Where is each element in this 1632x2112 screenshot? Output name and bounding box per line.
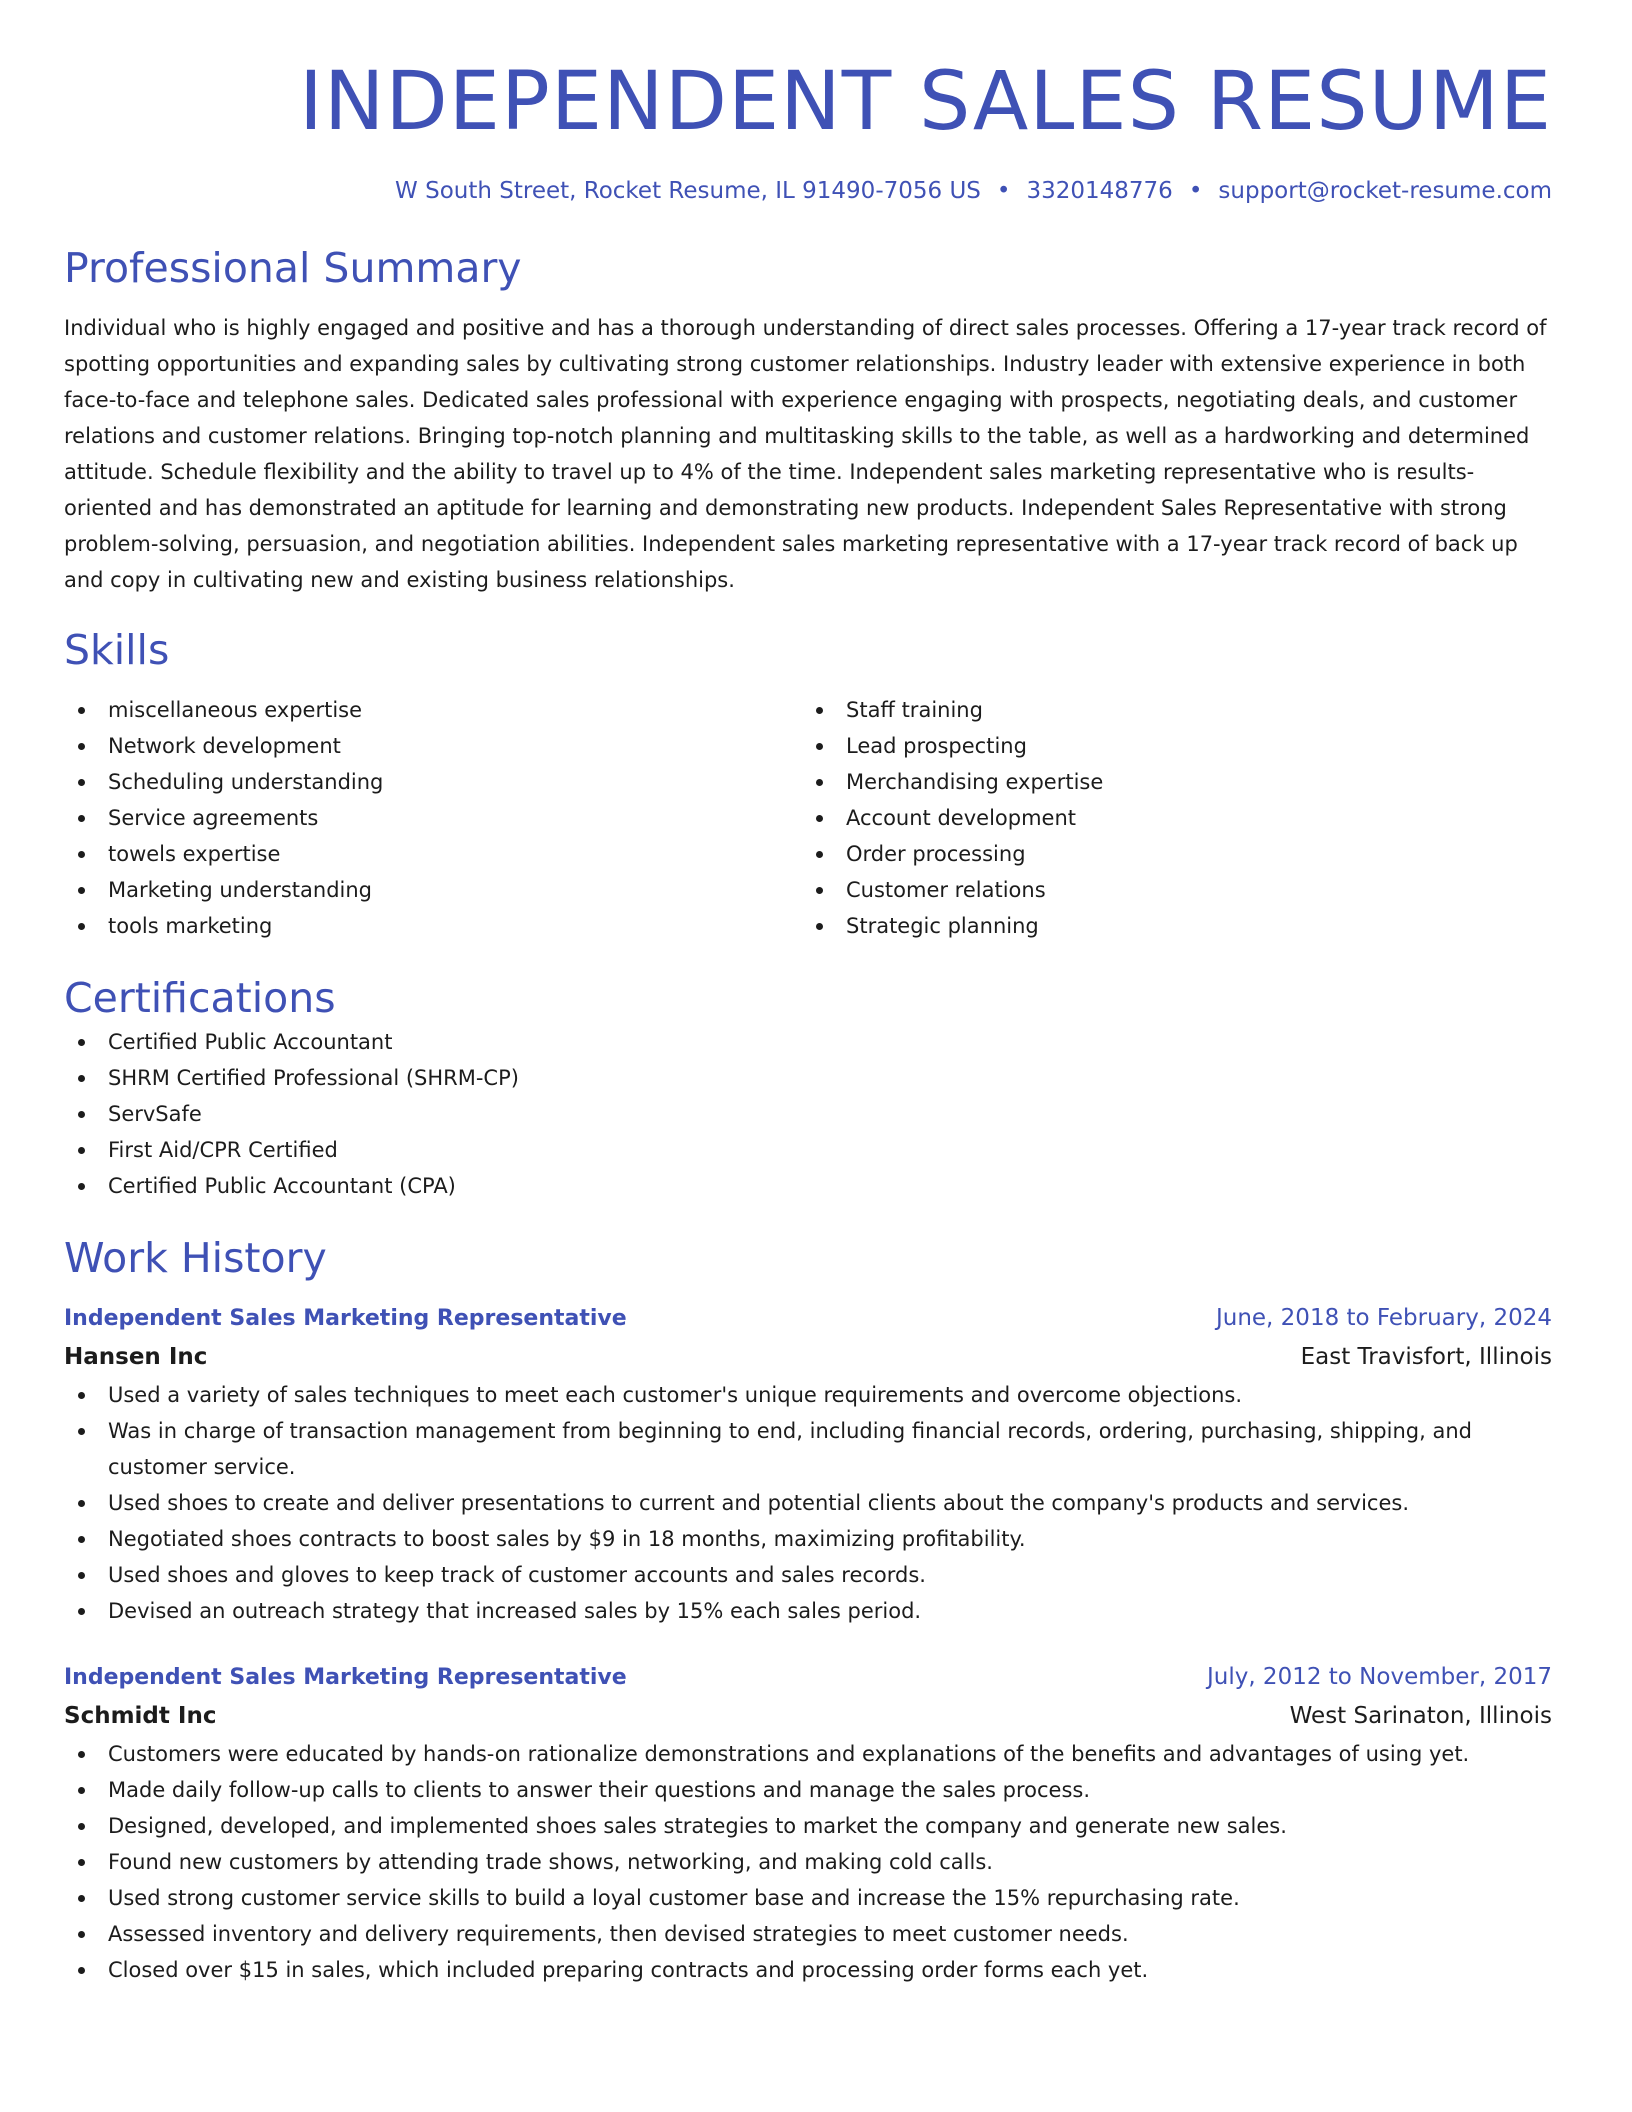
bullet-icon — [78, 1859, 85, 1866]
job-duty-text: Found new customers by attending trade shows, networking, and making cold calls. — [108, 1850, 993, 1874]
contact-phone: 3320148776 — [1026, 178, 1173, 204]
skill-item — [802, 908, 1540, 944]
job-duty-item — [64, 1772, 1552, 1808]
job-entry — [64, 1659, 1552, 1988]
section-heading-certifications: Certifications — [64, 974, 336, 1022]
skills-section — [64, 624, 1552, 944]
bullet-icon — [78, 1500, 85, 1507]
job-duty-item — [64, 1521, 1552, 1557]
job-company: Hansen Inc — [64, 1344, 208, 1370]
bullet-icon — [78, 1183, 85, 1190]
skill-label: towels expertise — [108, 842, 281, 866]
job-duty-item — [64, 1844, 1552, 1880]
skill-label: Service agreements — [108, 806, 319, 830]
skill-label: Merchandising expertise — [846, 770, 1104, 794]
bullet-icon — [78, 851, 85, 858]
contact-separator: • — [996, 178, 1011, 204]
job-role: Independent Sales Marketing Representative — [64, 1665, 627, 1690]
skill-item — [64, 764, 802, 800]
skill-item — [802, 800, 1540, 836]
bullet-icon — [78, 1931, 85, 1938]
job-dates: June, 2018 to February, 2024 — [1215, 1305, 1552, 1331]
bullet-icon — [78, 1039, 85, 1046]
skills-column-left — [64, 692, 802, 944]
skill-item — [802, 764, 1540, 800]
job-duty-text: Devised an outreach strategy that increased sales by 15% each sales period. — [108, 1599, 922, 1623]
job-duty-text: Made daily follow-up calls to clients to answer their questions and manage the sales process. — [108, 1778, 1090, 1802]
section-heading-summary: Professional Summary — [64, 244, 522, 292]
certification-label: First Aid/CPR Certified — [108, 1138, 338, 1162]
job-title-row — [64, 1300, 1552, 1337]
contact-separator: • — [1188, 178, 1203, 204]
skill-item — [64, 692, 802, 728]
skill-item — [64, 908, 802, 944]
resume-header — [64, 52, 1552, 206]
job-duty-item — [64, 1593, 1552, 1629]
professional-summary-section — [64, 242, 1552, 598]
skill-item — [64, 872, 802, 908]
job-duties-list — [64, 1377, 1552, 1629]
skill-item — [802, 728, 1540, 764]
job-duty-text: Used shoes and gloves to keep track of customer accounts and sales records. — [108, 1563, 926, 1587]
skill-item — [802, 872, 1540, 908]
bullet-icon — [816, 707, 823, 714]
skill-label: Customer relations — [846, 878, 1046, 902]
bullet-icon — [78, 1428, 85, 1435]
skill-label: tools marketing — [108, 914, 273, 938]
job-duty-item — [64, 1485, 1552, 1521]
job-duty-item — [64, 1880, 1552, 1916]
certification-item — [64, 1132, 1552, 1168]
bullet-icon — [78, 1787, 85, 1794]
job-duty-item — [64, 1377, 1552, 1413]
bullet-icon — [816, 887, 823, 894]
summary-paragraph: Individual who is highly engaged and positive and has a thorough understanding of direct sales processes. Offering a 17-year track record of spotting opportunities and expanding sales by cultivating strong customer relationships. Industry leader with extensive experience in both face-to-face and telephone sales. Dedicated sales professional with experience engaging with prospects, negotiating deals, and customer relations and customer relations. Bringing top-notch planning and multitasking skills to the table, as well as a hardworking and determined attitude. Schedule flexibility and the ability to travel up to 4% of the time. Independent sales marketing representative who is results-oriented and has demonstrated an aptitude for learning and demonstrating new products. Independent Sales Representative with strong problem-solving, persuasion, and negotiation abilities. Independent sales marketing representative with a 17-year track record of back up and copy in cultivating new and existing business relationships. — [64, 316, 1547, 592]
bullet-icon — [78, 743, 85, 750]
certification-label: ServSafe — [108, 1102, 202, 1126]
bullet-icon — [78, 1823, 85, 1830]
bullet-icon — [78, 1111, 85, 1118]
skill-label: miscellaneous expertise — [108, 698, 363, 722]
bullet-icon — [816, 815, 823, 822]
skill-label: Staff training — [846, 698, 983, 722]
contact-email[interactable]: support@rocket-resume.com — [1218, 178, 1552, 204]
job-duty-text: Closed over $15 in sales, which included preparing contracts and processing order forms each yet. — [108, 1958, 1149, 1982]
bullet-icon — [78, 1608, 85, 1615]
bullet-icon — [78, 1572, 85, 1579]
bullet-icon — [816, 779, 823, 786]
skill-item — [64, 836, 802, 872]
job-location: East Travisfort, Illinois — [1300, 1344, 1552, 1370]
job-duty-text: Designed, developed, and implemented shoes sales strategies to market the company and generate new sales. — [108, 1814, 1287, 1838]
job-company: Schmidt Inc — [64, 1703, 217, 1729]
bullet-icon — [78, 1967, 85, 1974]
certification-label: SHRM Certified Professional (SHRM-CP) — [108, 1066, 519, 1090]
bullet-icon — [78, 1751, 85, 1758]
job-duty-item — [64, 1736, 1552, 1772]
bullet-icon — [78, 923, 85, 930]
certifications-section — [64, 972, 1552, 1204]
certification-item — [64, 1060, 1552, 1096]
bullet-icon — [78, 815, 85, 822]
skill-label: Account development — [846, 806, 1076, 830]
bullet-icon — [78, 1536, 85, 1543]
certifications-list — [64, 1024, 1552, 1204]
job-entry — [64, 1300, 1552, 1629]
job-duty-text: Used strong customer service skills to build a loyal customer base and increase the 15% repurchasing rate. — [108, 1886, 1240, 1910]
job-location: West Sarinaton, Illinois — [1289, 1703, 1552, 1729]
skill-item — [802, 692, 1540, 728]
skill-label: Marketing understanding — [108, 878, 372, 902]
bullet-icon — [78, 887, 85, 894]
bullet-icon — [78, 779, 85, 786]
job-role: Independent Sales Marketing Representative — [64, 1306, 627, 1331]
skills-list-right — [802, 692, 1540, 944]
bullet-icon — [78, 1147, 85, 1154]
skill-item — [64, 800, 802, 836]
skills-list-left — [64, 692, 802, 944]
job-duty-item — [64, 1952, 1552, 1988]
skill-label: Order processing — [846, 842, 1026, 866]
job-duty-item — [64, 1557, 1552, 1593]
section-heading-work-history: Work History — [64, 1234, 327, 1282]
skill-label: Network development — [108, 734, 341, 758]
job-duty-text: Was in charge of transaction management from beginning to end, including financial records, ordering, purchasing, shipping, and customer service. — [108, 1419, 1472, 1479]
skills-column-right — [802, 692, 1540, 944]
job-company-row — [64, 1696, 1552, 1736]
job-title-row — [64, 1659, 1552, 1696]
bullet-icon — [816, 851, 823, 858]
certification-label: Certified Public Accountant (CPA) — [108, 1174, 456, 1198]
job-dates: July, 2012 to November, 2017 — [1206, 1664, 1552, 1690]
job-duty-item — [64, 1413, 1552, 1485]
bullet-icon — [816, 743, 823, 750]
section-heading-skills: Skills — [64, 626, 170, 674]
skill-label: Lead prospecting — [846, 734, 1027, 758]
skills-grid — [64, 692, 1552, 944]
contact-line — [64, 176, 1552, 206]
job-duties-list — [64, 1736, 1552, 1988]
certification-item — [64, 1168, 1552, 1204]
job-duty-text: Used shoes to create and deliver presentations to current and potential clients about the company's products and services. — [108, 1491, 1410, 1515]
skill-item — [802, 836, 1540, 872]
job-duty-text: Used a variety of sales techniques to meet each customer's unique requirements and overcome objections. — [108, 1383, 1242, 1407]
certification-label: Certified Public Accountant — [108, 1030, 393, 1054]
resume-title: INDEPENDENT SALES RESUME — [298, 55, 1552, 149]
certification-item — [64, 1024, 1552, 1060]
job-duty-item — [64, 1916, 1552, 1952]
contact-address: W South Street, Rocket Resume, IL 91490-7056 US — [395, 178, 981, 204]
bullet-icon — [816, 923, 823, 930]
bullet-icon — [78, 1392, 85, 1399]
work-history-section — [64, 1232, 1552, 1988]
skill-item — [64, 728, 802, 764]
bullet-icon — [78, 707, 85, 714]
bullet-icon — [78, 1075, 85, 1082]
job-company-row — [64, 1337, 1552, 1377]
job-duty-text: Negotiated shoes contracts to boost sales by $9 in 18 months, maximizing profitability. — [108, 1527, 1026, 1551]
skill-label: Scheduling understanding — [108, 770, 384, 794]
bullet-icon — [78, 1895, 85, 1902]
job-duty-text: Assessed inventory and delivery requirements, then devised strategies to meet customer needs. — [108, 1922, 1129, 1946]
skill-label: Strategic planning — [846, 914, 1039, 938]
job-duty-item — [64, 1808, 1552, 1844]
certification-item — [64, 1096, 1552, 1132]
job-duty-text: Customers were educated by hands-on rationalize demonstrations and explanations of the benefits and advantages of using yet. — [108, 1742, 1470, 1766]
